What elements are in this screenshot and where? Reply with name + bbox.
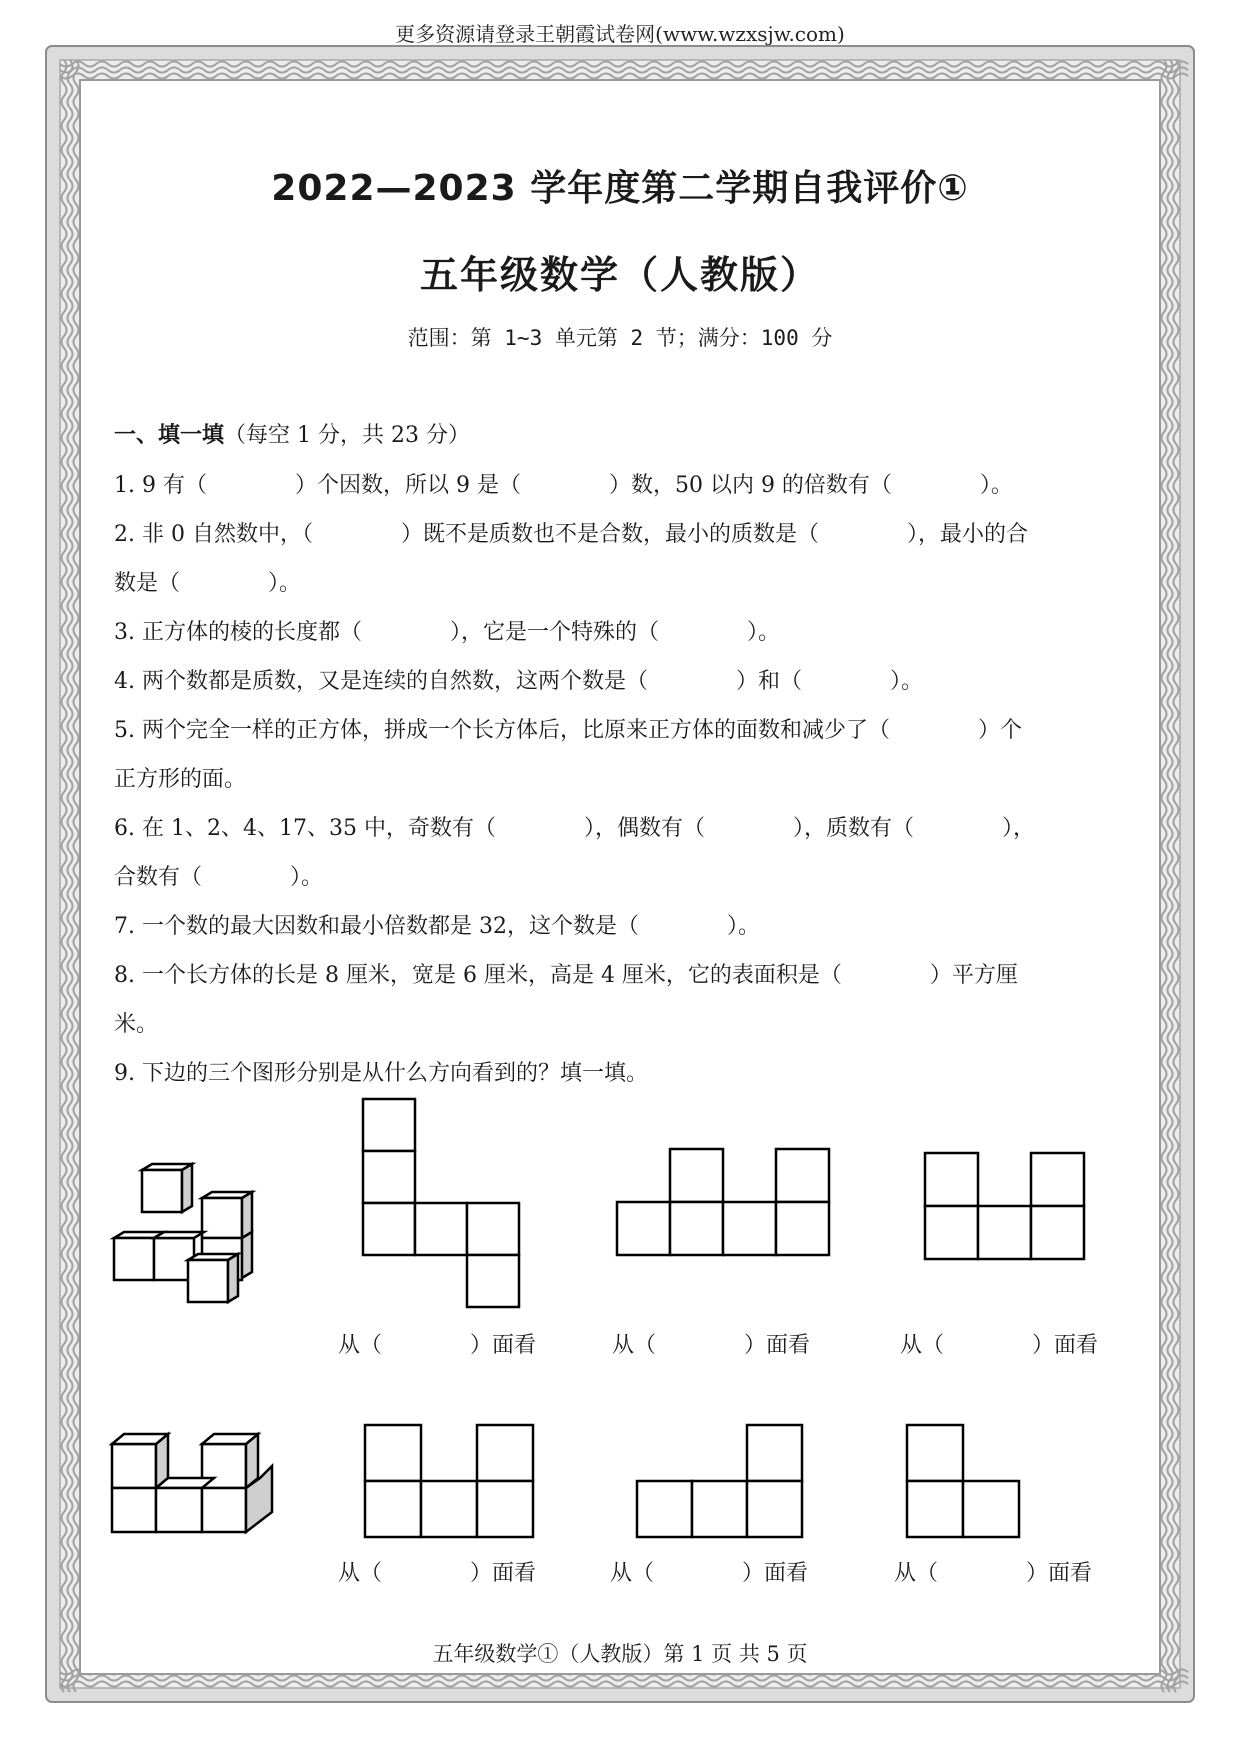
question-line: 8. 一个长方体的长是 8 厘米，宽是 6 厘米，高是 4 厘米，它的表面积是（ ）平方厘: [114, 963, 1018, 988]
cube-stack-figure-1: [110, 1160, 270, 1320]
question-line: 2. 非 0 自然数中，（ ）既不是质数也不是合数，最小的质数是（ ），最小的合: [114, 522, 1028, 547]
view-grid-1b: [616, 1148, 832, 1260]
view-grid-2a: [364, 1424, 538, 1540]
section-title: 一、填一填: [114, 423, 225, 448]
exam-title: 2022—2023 学年度第二学期自我评价①: [271, 168, 969, 209]
section-note: （每空 1 分，共 23 分）: [224, 423, 470, 448]
question-line: 米。: [114, 1012, 159, 1037]
view-grid-2c: [906, 1424, 1022, 1540]
question-line: 5. 两个完全一样的正方体，拼成一个长方体后，比原来正方体的面数和减少了（ ）个: [114, 718, 1022, 743]
view-caption: 从（ ）面看: [900, 1333, 1099, 1358]
question-line: 合数有（ ）。: [114, 865, 324, 890]
question-line: 6. 在 1、2、4、17、35 中，奇数有（ ），偶数有（ ），质数有（ ），: [114, 816, 1035, 841]
exam-scope: 范围：第 1~3 单元第 2 节；满分：100 分: [407, 326, 833, 350]
question-line: 3. 正方体的棱的长度都（ ），它是一个特殊的（ ）。: [114, 620, 780, 645]
view-caption: 从（ ）面看: [338, 1333, 537, 1358]
site-header: 更多资源请登录王朝霞试卷网(www.wzxsjw.com): [395, 22, 845, 46]
cube-stack-figure-2: [110, 1430, 280, 1540]
question-line: 7. 一个数的最大因数和最小倍数都是 32，这个数是（ ）。: [114, 914, 760, 939]
section-heading: [114, 418, 470, 449]
view-caption: 从（ ）面看: [612, 1333, 811, 1358]
question-line: 数是（ ）。: [114, 571, 302, 596]
question-line: 4. 两个数都是质数，又是连续的自然数，这两个数是（ ）和（ ）。: [114, 669, 923, 694]
question-line: 正方形的面。: [114, 767, 247, 792]
view-caption: 从（ ）面看: [338, 1561, 537, 1586]
view-caption: 从（ ）面看: [894, 1561, 1093, 1586]
question-line: 1. 9 有（ ）个因数，所以 9 是（ ）数，50 以内 9 的倍数有（ ）。: [114, 473, 1013, 498]
view-grid-2b: [636, 1424, 806, 1540]
view-grid-1a: [362, 1098, 522, 1312]
view-grid-1c: [924, 1152, 1088, 1264]
exam-subtitle: 五年级数学（人教版）: [419, 253, 820, 297]
page-footer: 五年级数学①（人教版）第 1 页 共 5 页: [432, 1642, 808, 1666]
view-caption: 从（ ）面看: [610, 1561, 809, 1586]
question-line: 9. 下边的三个图形分别是从什么方向看到的？填一填。: [114, 1061, 648, 1086]
